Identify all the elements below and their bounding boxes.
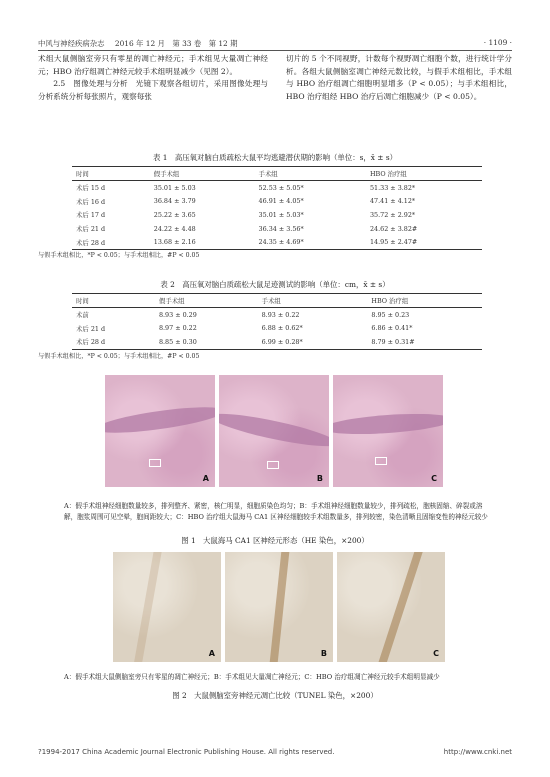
column-header: 假手术组 — [150, 167, 255, 181]
panel-label: B — [320, 649, 327, 658]
table-row — [72, 322, 482, 336]
paragraph: 切片的 5 个不同视野，计数每个视野凋亡细胞个数，进行统计学分析。各组大鼠侧脑室凋亡神经元数比较，与假手术组相比，手术组与 HBO 治疗组凋亡细胞明显增多（P < 0.05）；与手术组相比，HBO 治疗组经 HBO 治疗后凋亡细胞减少（P < 0.05）。 — [286, 54, 512, 101]
table-cell: 6.88 ± 0.62* — [261, 324, 303, 333]
paragraph: 术组大鼠侧脑室旁只有零星的凋亡神经元；手术组见大量凋亡神经元；HBO 治疗组凋亡神经元较手术组明显减少（见图 2）。 — [38, 54, 268, 76]
header-rule — [38, 50, 512, 51]
table-cell: 术后 21 d — [76, 324, 106, 333]
table1-note: 与假手术组相比，*P < 0.05；与手术组相比，#P < 0.05 — [38, 252, 200, 259]
table-cell: 14.95 ± 2.47# — [366, 235, 482, 249]
figure1-legend: A：假手术组神经细胞数量较多，排列整齐、紧密，核仁明显，细胞质染色均匀；B：手术组神经细胞数量较少，排列疏松，胞核固缩、碎裂或溶解，胞浆周围可见空晕，胞间距较大；C：HBO 治疗组大鼠海马 CA1 区神经细胞较手术组数量多，排列较密，染色清晰且固缩变性的神经元较少 — [64, 502, 488, 521]
table-cell: 25.22 ± 3.65 — [153, 210, 196, 219]
paragraph: 2.5 图像处理与分析 光镜下观察各组切片，采用图像处理与分析系统分析每张照片，观察每张 — [38, 79, 268, 101]
table-cell: 8.93 ± 0.22 — [261, 310, 300, 319]
table-header-row — [72, 294, 482, 308]
table2-note: 与假手术组相比，*P < 0.05；与手术组相比，#P < 0.05 — [38, 353, 200, 360]
scale-box — [149, 459, 161, 467]
figure2-caption: 图 2 大鼠侧脑室旁神经元凋亡比较（TUNEL 染色，×200） — [172, 691, 378, 700]
scale-box — [375, 457, 387, 465]
micrograph-panel — [219, 375, 329, 487]
table-row — [72, 195, 482, 209]
panel-label: B — [316, 474, 323, 483]
running-header — [38, 38, 237, 49]
column-header: 时间 — [72, 294, 155, 308]
journal-name: 中风与神经疾病杂志 — [38, 39, 105, 48]
cell-layer-band — [105, 402, 215, 438]
issue-info: 2016 年 12 月 第 33 卷 第 12 期 — [114, 39, 238, 48]
table-cell: 46.91 ± 4.05* — [258, 197, 304, 206]
column-header: 时间 — [72, 167, 150, 181]
table-cell: 8.97 ± 0.22 — [158, 324, 197, 333]
copyright-footer — [38, 748, 512, 756]
tissue-streak — [374, 552, 425, 662]
panel-label: A — [202, 474, 209, 483]
column-header: HBO 治疗组 — [366, 167, 482, 181]
panel-label: A — [208, 649, 215, 658]
panel-label: C — [431, 474, 437, 483]
table-cell: 36.84 ± 3.79 — [153, 197, 196, 206]
table-row — [72, 235, 482, 249]
table-cell: 8.85 ± 0.30 — [155, 335, 258, 349]
micrograph-panel — [337, 552, 445, 662]
table-cell: 24.22 ± 4.48 — [153, 224, 196, 233]
page-number: · 1109 · — [483, 38, 512, 47]
table-cell: 术后 16 d — [76, 197, 106, 206]
table-cell: 8.79 ± 0.31# — [367, 335, 482, 349]
cell-layer-band — [333, 410, 443, 437]
table2-caption: 表 2 高压氧对脑白质疏松大鼠足迹测试的影响（单位：cm，x̄ ± s） — [160, 280, 390, 289]
micrograph-panel — [225, 552, 333, 662]
cell-layer-band — [219, 408, 329, 453]
figure2-legend: A：假手术组大鼠侧脑室旁只有零星的凋亡神经元；B：手术组见大量凋亡神经元；C：HBO 治疗组凋亡神经元较手术组明显减少 — [64, 673, 440, 681]
table-cell: 35.01 ± 5.03* — [258, 210, 304, 219]
table-cell: 35.72 ± 2.92* — [369, 210, 416, 219]
table-row — [72, 181, 482, 195]
micrograph-panel — [113, 552, 221, 662]
table-row — [72, 335, 482, 349]
figure1-caption: 图 1 大鼠海马 CA1 区神经元形态（HE 染色，×200） — [181, 536, 369, 545]
table-cell: 8.93 ± 0.29 — [158, 310, 197, 319]
table-header-row — [72, 167, 482, 181]
table-cell: 47.41 ± 4.12* — [369, 197, 416, 206]
scale-box — [267, 461, 279, 469]
table2 — [72, 293, 482, 350]
figure1-panels — [105, 375, 447, 487]
table-cell: 13.68 ± 2.16 — [150, 235, 255, 249]
table-row — [72, 222, 482, 236]
table-cell: 52.53 ± 5.05* — [258, 183, 304, 192]
table-cell: 术后 21 d — [76, 225, 106, 234]
column-header: 假手术组 — [155, 294, 258, 308]
table-row — [72, 208, 482, 222]
table1 — [72, 166, 482, 250]
tissue-streak — [131, 552, 163, 662]
column-header: HBO 治疗组 — [367, 294, 482, 308]
table-cell: 术后 28 d — [72, 335, 155, 349]
table-row — [72, 308, 482, 322]
footer-link[interactable]: http://www.cnki.net — [443, 748, 512, 756]
column-header: 手术组 — [255, 167, 366, 181]
table-cell: 6.99 ± 0.28* — [258, 335, 368, 349]
micrograph-panel — [105, 375, 215, 487]
table-cell: 术后 15 d — [76, 184, 106, 193]
table-cell: 8.95 ± 0.23 — [371, 310, 410, 319]
table-cell: 36.34 ± 3.56* — [258, 224, 304, 233]
table-cell: 6.86 ± 0.41* — [371, 324, 413, 333]
copyright-text: ?1994-2017 China Academic Journal Electronic Publishing House. All rights reserved. — [38, 748, 335, 756]
table-cell: 术后 28 d — [72, 235, 150, 249]
table-cell: 51.33 ± 3.82* — [369, 183, 416, 192]
table-cell: 术后 17 d — [76, 211, 106, 220]
table-cell: 24.35 ± 4.69* — [255, 235, 366, 249]
panel-label: C — [433, 649, 439, 658]
tissue-streak — [268, 552, 291, 662]
micrograph-panel — [333, 375, 443, 487]
figure2-panels — [113, 552, 449, 662]
body-column-left — [38, 53, 268, 103]
body-column-right — [286, 53, 512, 103]
table1-caption: 表 1 高压氧对脑白质疏松大鼠平均逃避潜伏期的影响（单位：s，x̄ ± s） — [152, 153, 398, 162]
table-cell: 术前 — [76, 311, 89, 320]
table-cell: 35.01 ± 5.03 — [153, 183, 196, 192]
column-header: 手术组 — [258, 294, 368, 308]
table-cell: 24.62 ± 3.82# — [369, 224, 418, 233]
